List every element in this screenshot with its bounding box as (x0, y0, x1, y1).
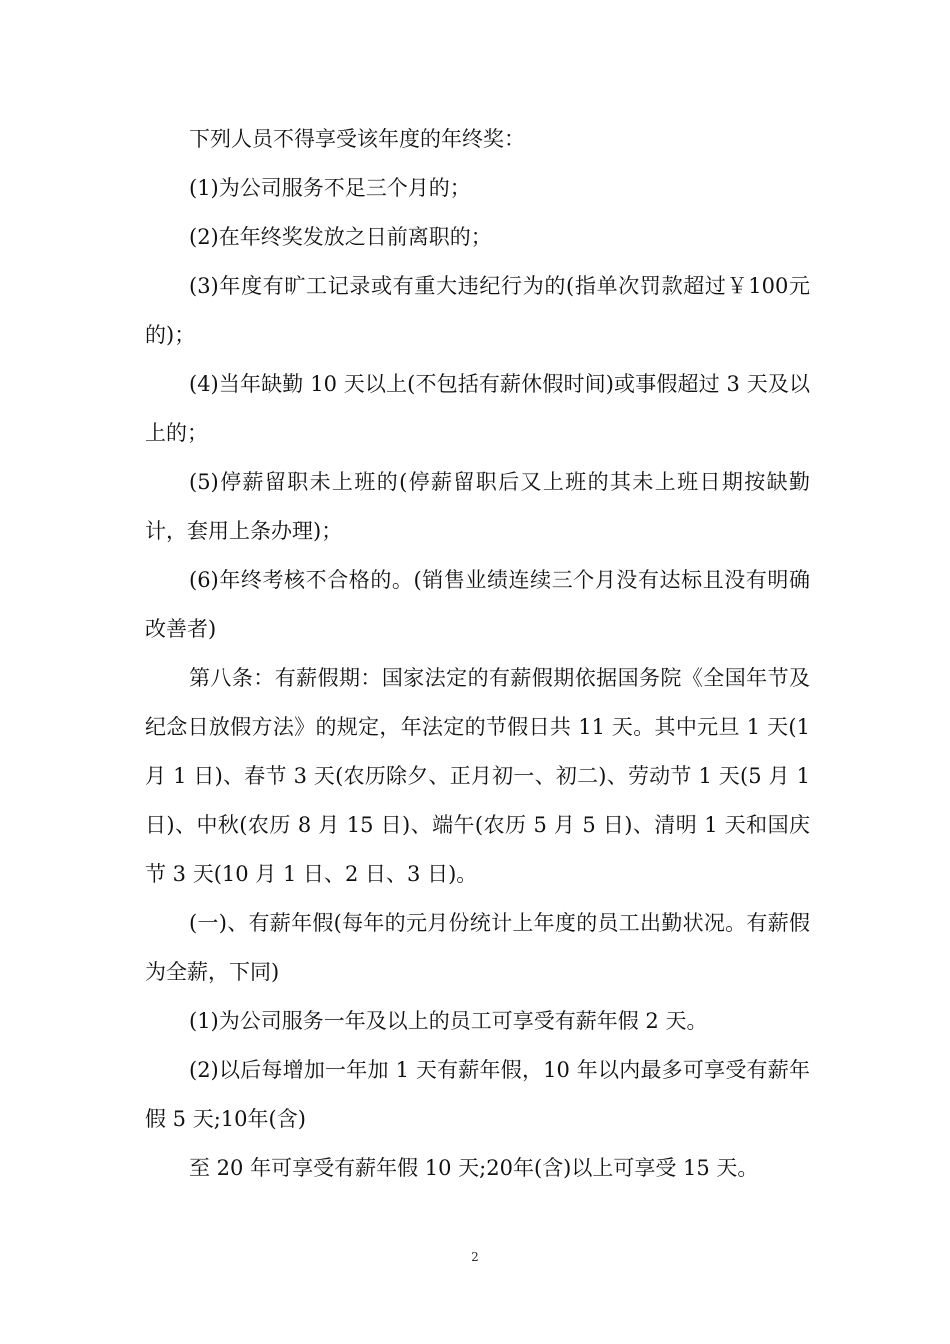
paragraph-item-2: (2)在年终奖发放之日前离职的； (189, 225, 492, 249)
paragraph-article-8: 第八条：有薪假期：国家法定的有薪假期依据国务院《全国年节及纪念日放假方法》的规定，年法定的节假日共 11 天。其中元旦 1 天(1 月 1 日)、春节 3 天(农历除夕、正月初一、初二)、劳动节 1 天(5 月 1 日)、中秋(农历 8 月 15 日)、端午(农历 5 月 5 日)、清明 1 天和国庆节 3 天(10 月 1 日、2 日、3 日)。 (145, 666, 810, 886)
paragraph-leave-item-1: (1)为公司服务一年及以上的员工可享受有薪年假 2 天。 (189, 1009, 708, 1033)
paragraph-paid-annual-leave: (一)、有薪年假(每年的元月份统计上年度的员工出勤状况。有薪假为全薪，下同) (145, 911, 810, 984)
paragraph-item-3: (3)年度有旷工记录或有重大违纪行为的(指单次罚款超过￥100元的)； (145, 274, 810, 347)
paragraph-leave-item-2: (2)以后每增加一年加 1 天有薪年假，10 年以内最多可享受有薪年假 5 天;10年(含) (145, 1058, 810, 1131)
paragraph-ineligible-intro: 下列人员不得享受该年度的年终奖： (189, 127, 525, 151)
paragraph-leave-continued: 至 20 年可享受有薪年假 10 天;20年(含)以上可享受 15 天。 (189, 1156, 759, 1180)
page-number: 2 (471, 1250, 479, 1264)
paragraph-item-4: (4)当年缺勤 10 天以上(不包括有薪休假时间)或事假超过 3 天及以上的； (145, 372, 810, 445)
document-body (145, 115, 810, 1193)
paragraph-item-5: (5)停薪留职未上班的(停薪留职后又上班的其未上班日期按缺勤计，套用上条办理)； (145, 470, 810, 543)
paragraph-item-6: (6)年终考核不合格的。(销售业绩连续三个月没有达标且没有明确改善者) (145, 568, 810, 641)
paragraph-item-1: (1)为公司服务不足三个月的； (189, 176, 471, 200)
